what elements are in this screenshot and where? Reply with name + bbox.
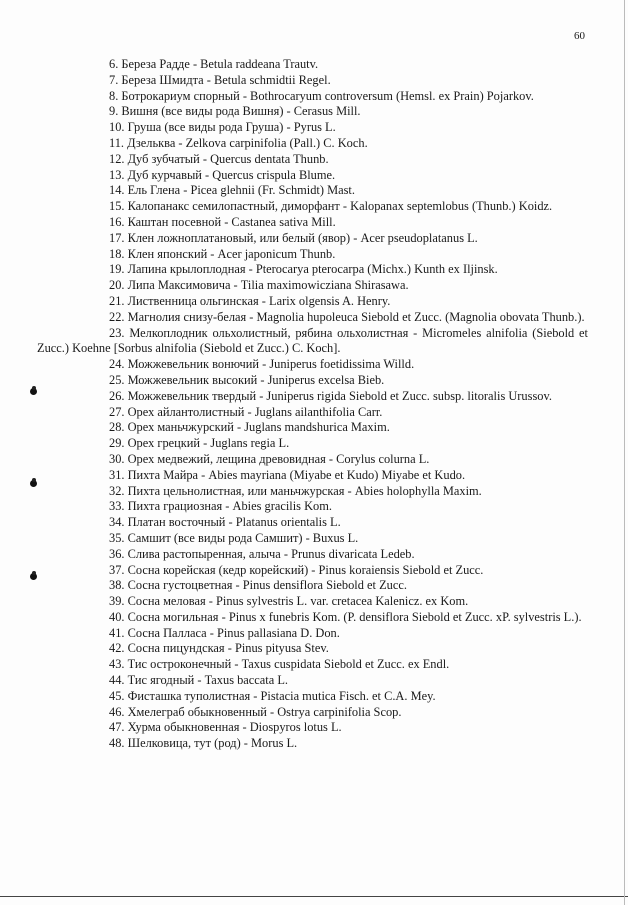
list-item: 14. Ель Глена - Picea glehnii (Fr. Schmidt) Mast. xyxy=(109,183,355,198)
list-item: 18. Клен японский - Acer japonicum Thunb. xyxy=(109,246,336,261)
list-item: 41. Сосна Палласа - Pinus pallasiana D. Don. xyxy=(109,625,340,640)
list-item: 26. Можжевельник твердый - Juniperus rigida Siebold et Zucc. subsp. litoralis Urussov. xyxy=(109,388,552,403)
list-item: 21. Лиственница ольгинская - Larix olgensis A. Henry. xyxy=(109,293,391,308)
list-item: 48. Шелковица, тут (род) - Morus L. xyxy=(109,736,298,751)
list-item: 38. Сосна густоцветная - Pinus densiflora Siebold et Zucc. xyxy=(109,578,407,593)
list-item: 13. Дуб курчавый - Quercus crispula Blume. xyxy=(109,167,336,182)
list-item: 27. Орех айлантолистный - Juglans ailanthifolia Carr. xyxy=(109,404,383,419)
list-item: 19. Лапина крылоплодная - Pterocarya pterocarpa (Michx.) Kunth ex Iljinsk. xyxy=(109,262,498,277)
punch-hole-mark xyxy=(30,480,37,487)
list-item: 36. Слива растопыренная, алыча - Prunus divaricata Ledeb. xyxy=(109,546,415,561)
list-item: 47. Хурма обыкновенная - Diospyros lotus L. xyxy=(109,720,342,735)
list-item: 12. Дуб зубчатый - Quercus dentata Thunb. xyxy=(109,151,329,166)
list-item: 44. Тис ягодный - Taxus baccata L. xyxy=(109,673,289,688)
list-item: 37. Сосна корейская (кедр корейский) - Pinus koraiensis Siebold et Zucc. xyxy=(109,562,484,577)
list-item: 33. Пихта грациозная - Abies gracilis Kom. xyxy=(109,499,332,514)
list-item: 15. Калопанакс семилопастный, диморфант - Kalopanax septemlobus (Thunb.) Koidz. xyxy=(109,199,553,214)
list-item: 20. Липа Максимовича - Tilia maximowicziana Shirasawa. xyxy=(109,278,409,293)
page-number: 60 xyxy=(574,30,585,42)
list-item: 42. Сосна пицундская - Pinus pityusa Stev. xyxy=(109,641,329,656)
punch-hole-mark xyxy=(30,573,37,580)
list-item: 29. Орех грецкий - Juglans regia L. xyxy=(109,436,290,451)
list-item: 9. Вишня (все виды рода Вишня) - Cerasus Mill. xyxy=(109,104,361,119)
species-list xyxy=(37,57,588,752)
list-item: 17. Клен ложноплатановый, или белый (явор) - Acer pseudoplatanus L. xyxy=(109,230,478,245)
list-item: 43. Тис остроконечный - Taxus cuspidata Siebold et Zucc. ex Endl. xyxy=(109,657,450,672)
right-scan-edge xyxy=(624,0,625,905)
list-item: 7. Береза Шмидта - Betula schmidtii Regel. xyxy=(109,72,331,87)
bottom-scan-edge xyxy=(0,896,628,897)
list-item: 31. Пихта Майра - Abies mayriana (Miyabe et Kudo) Miyabe et Kudo. xyxy=(109,467,466,482)
list-item: 35. Самшит (все виды рода Самшит) - Buxus L. xyxy=(109,530,359,545)
list-item: 30. Орех медвежий, лещина древовидная - Corylus colurna L. xyxy=(109,451,430,466)
list-item: 24. Можжевельник вонючий - Juniperus foetidissima Willd. xyxy=(109,357,415,372)
list-item: 16. Каштан посевной - Castanea sativa Mill. xyxy=(109,214,336,229)
list-item: 10. Груша (все виды рода Груша) - Pyrus L. xyxy=(109,120,336,135)
punch-hole-mark xyxy=(30,388,37,395)
list-item: 34. Платан восточный - Platanus orientalis L. xyxy=(109,515,341,530)
list-item: 6. Береза Радде - Betula raddeana Trautv. xyxy=(109,57,319,71)
list-item: 22. Магнолия снизу-белая - Magnolia hupoleuca Siebold et Zucc. (Magnolia obovata Thunb.). xyxy=(109,309,585,324)
list-item: 11. Дзельква - Zelkova carpinifolia (Pall.) C. Koch. xyxy=(109,135,368,150)
list-item: 25. Можжевельник высокий - Juniperus excelsa Bieb. xyxy=(109,372,385,387)
list-item: 40. Сосна могильная - Pinus x funebris Kom. (P. densiflora Siebold et Zucc. xP. sylvestris L.). xyxy=(109,609,582,624)
list-item: 32. Пихта цельнолистная, или маньчжурская - Abies holophylla Maxim. xyxy=(109,483,482,498)
list-item: 28. Орех маньчжурский - Juglans mandshurica Maxim. xyxy=(109,420,390,435)
list-item: 8. Ботрокариум спорный - Bothrocaryum controversum (Hemsl. ex Prain) Pojarkov. xyxy=(109,88,534,103)
list-item: 39. Сосна меловая - Pinus sylvestris L. var. cretacea Kalenicz. ex Kom. xyxy=(109,594,469,609)
list-item: 46. Хмелеграб обыкновенный - Ostrya carpinifolia Scop. xyxy=(109,704,402,719)
list-item: 45. Фисташка туполистная - Pistacia mutica Fisch. et C.A. Mey. xyxy=(109,688,436,703)
list-item: 23. Мелкоплодник ольхолистный, рябина ольхолистная - Micromeles alnifolia (Siebold et Zucc.) Koehne [Sorbus alnifolia (Siebold et Zucc.) C. Koch]. xyxy=(37,325,588,356)
